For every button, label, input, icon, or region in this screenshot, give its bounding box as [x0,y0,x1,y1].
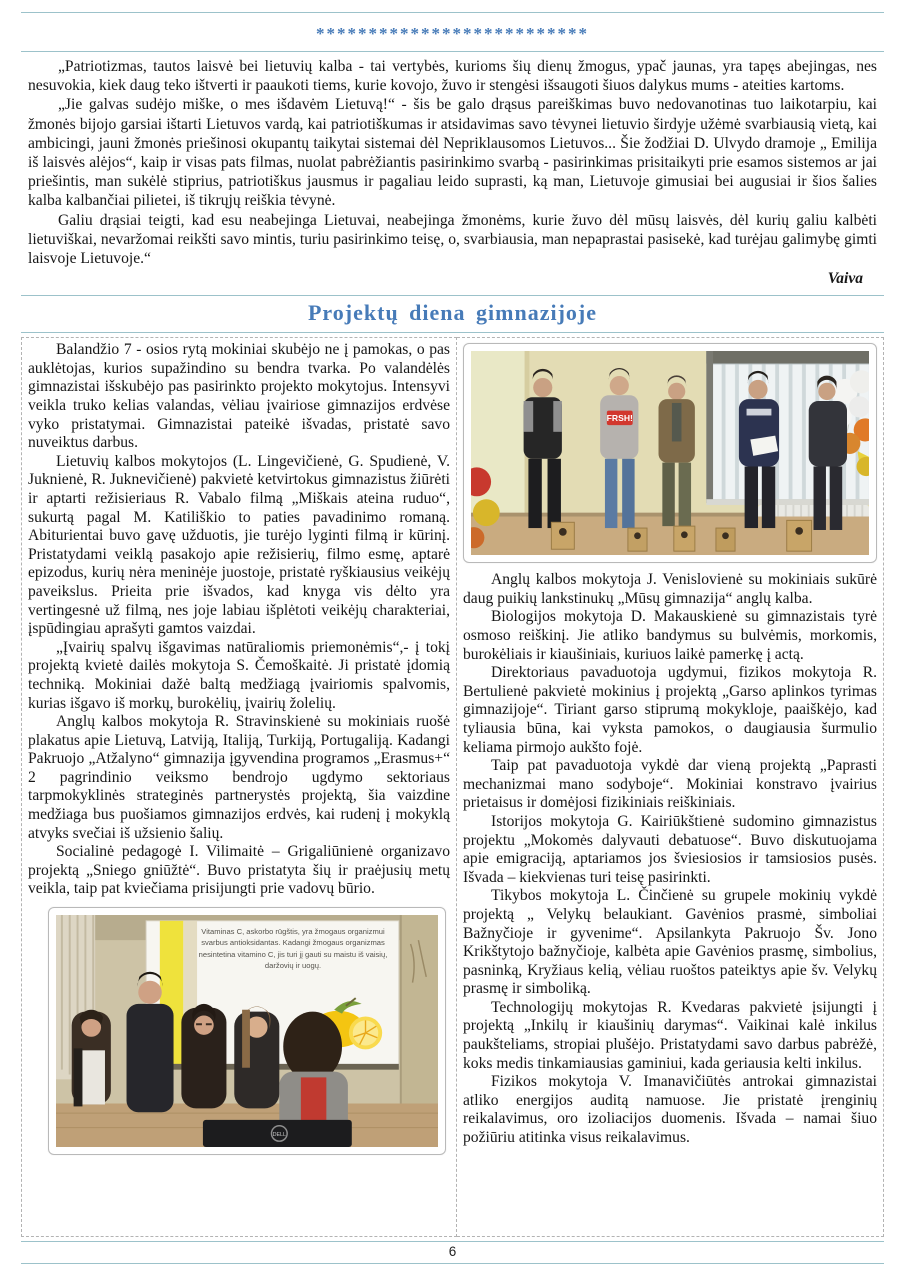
asterisk-row: ************************** [316,24,589,43]
article-paragraph: Lietuvių kalbos mokytojos (L. Lingevičienė, G. Spudienė, V. Juknienė, R. Juknevičienė) pakvietė ketvirtokus gimnazistus žiūrėti ir aptarti režisieriaus R. Vabalo filmą „Miškais ateina ruduo“, sukurtą pagal M. Katiliškio to paties pavadinimo romaną. Abiturientai buvo gavę užduotis, jie turėjo lyginti filmą ir kūrinį. Pristatydami veiklą pasakojo apie režisierių, filmo esmę, aptarė epizodus, kurių nėra meninėje juostoje, pristatė ryškiausius veikėjų paveikslus. Prieita prie išvados, kad knyga vis dėlto yra vertingesnė už filmą, nes joje labiau išplėtoti veikėjų charakteriai, įspūdingiau aprašyti gamtos vaizdai. [28,452,450,638]
article-paragraph: Fizikos mokytoja V. Imanavičiūtės antrokai gimnazistai atliko energijos auditą namuose. Jie pristatė įrenginių reikalavimus, oro izoliacijos duomenis. Išvada – namai šiuo požiūriu atitinka visus reikalavimus. [463,1073,877,1147]
article-paragraph: Technologijų mokytojas R. Kvedaras pakvietė įsijungti į projektą „Inkilų ir kiaušinių darymas“. Vaikinai kalė inkilus paukšteliams, stropiai plušėjo. Pristatydami savo darbus pabrėžė, koks medis tinkamiausias gaminiui, kada geriausia kelti inkilus. [463,998,877,1072]
intro-paragraph: „Jie galvas sudėjo miške, o mes išdavėm Lietuvą!“ - šis be galo drąsus pareiškimas buvo nedovanotinas tuo laikotarpiu, kai žmonės bijojo garsiai ištarti Lietuvos vardą, kai patriotiškumas ir atsidavimas savo tėvynei lietuvio širdyje užėmė svarbiausią vietą, kai ambicingi, jauni žmonės priešinosi okupantų taikytai sistemai dėl Nepriklausomos Lietuvos... Šie žodžiai D. Ulvydo dramoje „ Emilija iš laisvės alėjos“, kaip ir visas pats filmas, nuolat pabrėžiantis pasirinkimo svarbą - pasirinkimas prisitaikyti prie esamos sistemos ar jai priešintis, man sukėlė stiprius, patriotiškus jausmus ir pagaliau leido suprasti, ką man, Lietuvoje gimusiai bei augusiai ir šios šalies kalba kalbančiai pilietei, iš tikrųjų reiškia tėvynė. [28,96,877,210]
intro-article [21,52,884,288]
page-number: 6 [448,1244,457,1260]
article-paragraph: Socialinė pedagogė I. Vilimaitė – Grigaliūnienė organizavo projektą „Sniego gniūžtė“. Buvo pristatyta šių ir praėjusių metų veikla, taip pat kviečiama prisijungti prie vadovų būrio. [28,843,450,898]
article-paragraph: Biologijos mokytoja D. Makauskienė su gimnazistais tyrė osmoso reiškinį. Jie atliko bandymus su bulvėmis, morkomis, burokėliais ir kiaušiniais, kuriuos laikė pamerkę į actą. [463,608,877,663]
section-title-box [21,295,884,333]
article-paragraph: Anglų kalbos mokytoja R. Stravinskienė su mokiniais ruošė plakatus apie Lietuvą, Latviją, Italiją, Turkiją, Portugaliją. Kadangi Pakruojo „Atžalyno“ gimnazija įgyvendina programos „Erasmus+“ 2 pagrindinio veiksmo bendrojo ugdymo sektoriaus tarpmokyklinės strateginės partnerystės projektą, šia vaizdine medžiaga bus puošiamos gimnazijos erdvės, kai rudenį į mokyklą atvyks svečiai iš užsienio šalių. [28,713,450,842]
left-column [21,337,457,1237]
laptop [203,1120,352,1147]
article-columns [21,337,884,1237]
photo-birdhouse-presentation [463,343,877,563]
asterisk-divider-box [21,12,884,52]
article-paragraph: Istorijos mokytoja G. Kairiūkštienė sudomino gimnazistus projektu „Mokomės dalyvauti debatuose“. Buvo diskutuojama apie emigraciją, aptariamos jos šviesiosios ir tamsiosios pusės. Išvada – kiekvienas turi teisę pasirinkti. [463,812,877,886]
slide-text: Vitaminas C, askorbo rūgštis, yra žmogaus organizmui svarbus antioksidantas. Kadangi žmogaus organizmas nesintetina vitamino C, jis turi jį gauti su maistu iš vaisių, daržovių ir uogų. [198,927,388,971]
photo-birdhouse-scene [471,351,869,555]
shirt-text: FRSH! [606,413,633,424]
article-paragraph: „Įvairių spalvų išgavimas natūraliomis priemonėmis“,- į tokį projektą kvietė dailės mokytoja S. Čemoškaitė. Ji pristatė įdomią techniką. Mokiniai dažė baltą medžiagą įvairiomis spalvomis, kurias išgavo iš morkų, burokėlių, įvairių žolelių. [28,638,450,712]
article-paragraph: Direktoriaus pavaduotoja ugdymui, fizikos mokytoja R. Bertulienė pakvietė mokinius į projektą „Garso aplinkos tyrimas gimnazijoje“. Tiriant garso stiprumą mokykloje, paaiškėjo, kad tyliausia būna, kai vyksta pamokos, o daugiausia šurmulio keliama pirmojo aukšto fojė. [463,664,877,756]
page-footer [21,1241,884,1264]
article-paragraph: Taip pat pavaduotoja vykdė dar vieną projektą „Paprasti mechanizmai mano sodyboje“. Mokiniai konstravo įvairius prietaisus ir domėjosi fizikiniais reiškiniais. [463,757,877,812]
author-signature: Vaiva [827,270,863,288]
pillar [401,915,438,1113]
intro-paragraph: Galiu drąsiai teigti, kad esu neabejinga Lietuvai, neabejinga žmonėms, kurie žuvo dėl mūsų laisvės, dėl kurių galiu kalbėti lietuviškai, nevaržomai reikšti savo mintis, turiu pasirinkimo teisę, o, svarbiausia, man nepaprastai pasisekė, kad turėjau galimybę gimti laisvoje Lietuvoje.“ [28,211,877,268]
intro-paragraph: „Patriotizmas, tautos laisvė bei lietuvių kalba - tai vertybės, kurioms šių dienų žmogus, ypač jaunas, yra tapęs abejingas, nes nesuvokia, kiek daug teko ištverti ir paaukoti tiems, kurie kovojo, žuvo ir stengėsi išsaugoti šiuos dalykus mums - ateities kartoms. [28,58,877,95]
laptop-logo: DELL [272,1131,287,1138]
page-content [21,12,884,1264]
photo-vitamin-c-presentation [48,907,446,1155]
right-column [457,337,884,1237]
article-paragraph: Anglų kalbos mokytoja J. Venislovienė su mokiniais sukūrė daug puikių lankstinukų „Mūsų gimnazija“ anglų kalba. [463,571,877,607]
article-paragraph: Tikybos mokytoja L. Činčienė su grupele mokinių vykdė projektą „ Velykų belaukiant. Gavėnios prasmė, simboliai Bažnyčioje ir gyvenime“. Apsilankyta Pakruojo Šv. Jono Krikštytojo bažnyčioje, kalbėta apie Gavėnios prasmę, simbolius, pasninką, Kryžiaus kelią, vėliau ruoštos pateiktys apie šv. Velykų prasmę ir simboliką. [463,887,877,998]
section-title: Projektų diena gimnazijoje [307,300,597,326]
article-paragraph: Balandžio 7 - osios rytą mokiniai skubėjo ne į pamokas, o pas auklėtojas, kurios supažindino su bendra tvarka. Po valandėlės gimnazistai išskubėjo pas pasirinkto projekto mokytojus. Intensyvi veikla truko kelias valandas, vėliau įvairiose gimnazijos erdvėse vyko pristatymai. Gimnazistai pateikė išvadas, pristatė savo nuveiktus darbus. [28,341,450,452]
